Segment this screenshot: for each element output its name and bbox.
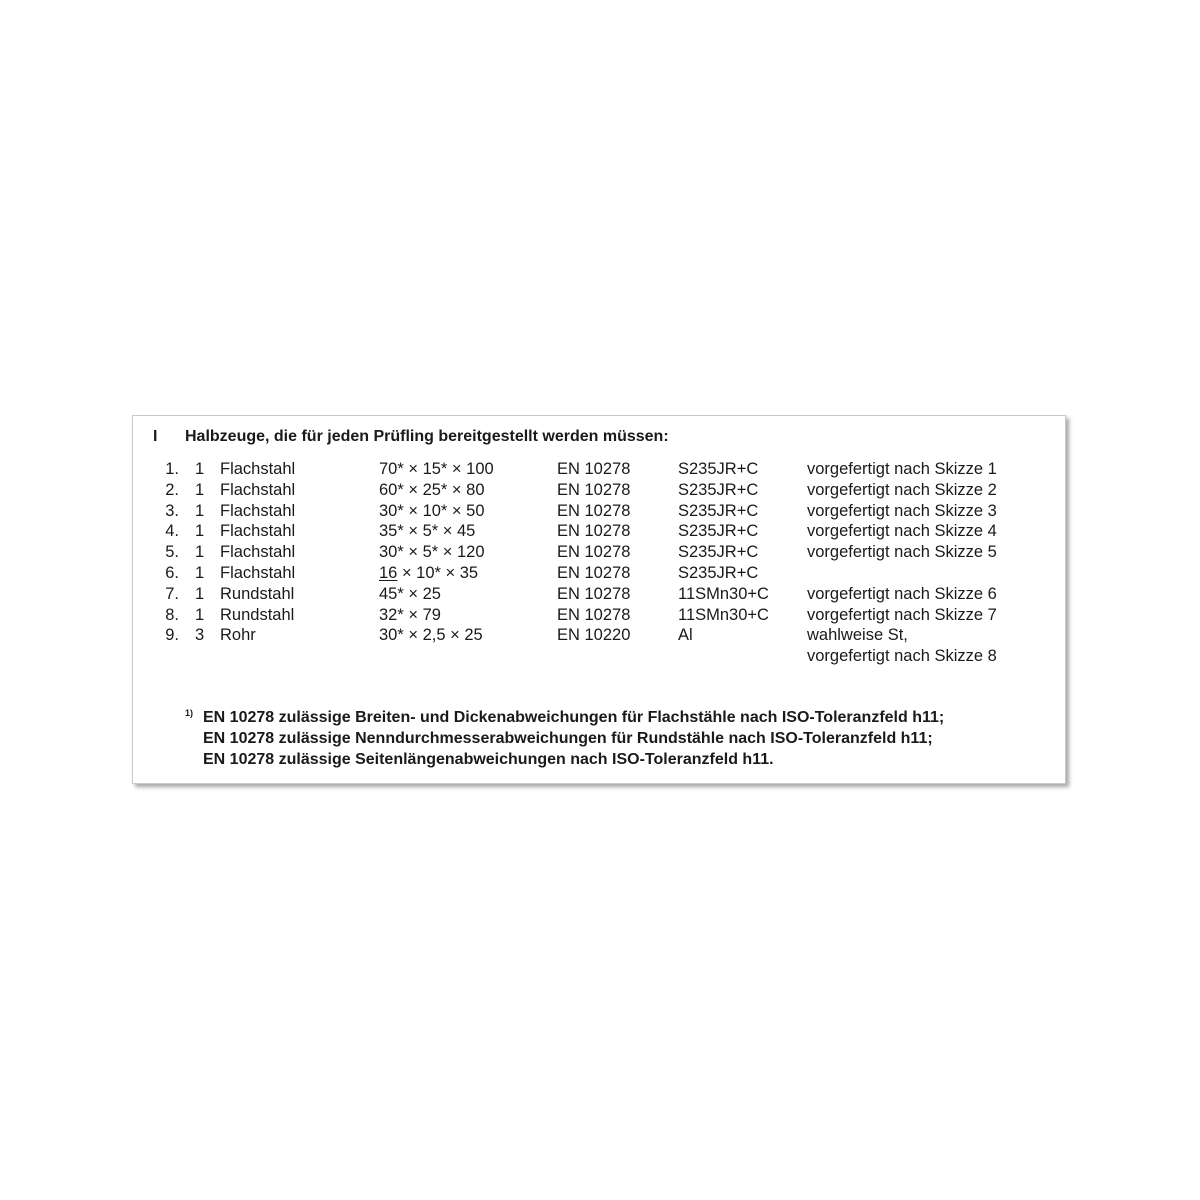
item-dimensions: 45* × 25 [379, 584, 441, 603]
section-title: Halbzeuge, die für jeden Prüfling bereitgestellt werden müssen: [185, 428, 669, 445]
item-material: 11SMn30+C [678, 584, 769, 603]
item-quantity: 1 [195, 480, 205, 499]
item-standard: EN 10278 [557, 563, 631, 582]
footnote-line: EN 10278 zulässige Breiten- und Dickenabweichungen für Flachstähle nach ISO-Toleranzfeld h11; [203, 709, 945, 726]
item-standard: EN 10278 [557, 501, 631, 520]
item-material: S235JR+C [678, 522, 759, 541]
list-item [133, 459, 1065, 480]
section-roman-numeral: I [153, 428, 158, 445]
list-item [133, 625, 1065, 646]
item-quantity: 3 [195, 626, 205, 645]
item-dimensions: 32* × 79 [379, 605, 441, 624]
item-standard: EN 10220 [557, 626, 631, 645]
item-quantity: 1 [195, 460, 205, 478]
item-note: vorgefertigt nach Skizze 7 [807, 605, 997, 624]
materials-list [133, 459, 1065, 667]
item-number: 3. [165, 501, 179, 520]
item-dimensions: 30* × 5* × 120 [379, 543, 485, 562]
item-name: Flachstahl [220, 501, 296, 520]
list-item [133, 542, 1065, 563]
item-number: 5. [165, 543, 179, 562]
item-note: vorgefertigt nach Skizze 3 [807, 501, 997, 520]
item-note: wahlweise St, [807, 626, 908, 645]
item-dimensions: 70* × 15* × 100 [379, 460, 494, 478]
materials-card [132, 415, 1066, 784]
list-item [133, 521, 1065, 542]
item-material: 11SMn30+C [678, 605, 769, 624]
footnote-line: EN 10278 zulässige Seitenlängenabweichungen nach ISO-Toleranzfeld h11. [203, 751, 774, 768]
item-material: S235JR+C [678, 501, 759, 520]
item-note: vorgefertigt nach Skizze 5 [807, 543, 997, 562]
footnote [185, 707, 944, 770]
item-quantity: 1 [195, 563, 205, 582]
item-material: Al [678, 626, 693, 645]
item-dimensions: 60* × 25* × 80 [379, 480, 485, 499]
item-standard: EN 10278 [557, 480, 631, 499]
item-name: Flachstahl [220, 460, 296, 478]
item-number: 2. [165, 480, 179, 499]
item-number: 7. [165, 584, 179, 603]
item-number: 8. [165, 605, 179, 624]
item-number: 4. [165, 522, 179, 541]
item-name: Rundstahl [220, 584, 295, 603]
item-name: Flachstahl [220, 480, 296, 499]
item-quantity: 1 [195, 605, 205, 624]
item-material: S235JR+C [678, 460, 759, 478]
item-number: 6. [165, 563, 179, 582]
list-item [133, 605, 1065, 626]
item-dimensions: 30* × 2,5 × 25 [379, 626, 483, 645]
list-item [133, 584, 1065, 605]
item-dimension-underlined: 16 [379, 563, 398, 582]
item-quantity: 1 [195, 543, 205, 562]
item-number: 1. [165, 460, 179, 478]
item-number: 9. [165, 626, 179, 645]
list-item [133, 563, 1065, 584]
item-name: Flachstahl [220, 543, 296, 562]
item-standard: EN 10278 [557, 460, 631, 478]
list-item-continuation [133, 646, 1065, 667]
item-name: Flachstahl [220, 522, 296, 541]
item-quantity: 1 [195, 522, 205, 541]
item-dimensions: 35* × 5* × 45 [379, 522, 476, 541]
list-item [133, 501, 1065, 522]
item-name: Rohr [220, 626, 256, 645]
item-name: Flachstahl [220, 563, 296, 582]
item-note: vorgefertigt nach Skizze 1 [807, 460, 997, 478]
item-name: Rundstahl [220, 605, 295, 624]
item-standard: EN 10278 [557, 584, 631, 603]
item-standard: EN 10278 [557, 543, 631, 562]
item-standard: EN 10278 [557, 522, 631, 541]
footnote-marker: 1) [185, 708, 194, 718]
item-quantity: 1 [195, 501, 205, 520]
item-note: vorgefertigt nach Skizze 2 [807, 480, 997, 499]
item-material: S235JR+C [678, 563, 759, 582]
item-note: vorgefertigt nach Skizze 6 [807, 584, 997, 603]
footnote-line: EN 10278 zulässige Nenndurchmesserabweichungen für Rundstähle nach ISO-Toleranzfeld h11; [203, 730, 933, 747]
item-material: S235JR+C [678, 480, 759, 499]
section-heading [153, 428, 669, 446]
item-material: S235JR+C [678, 543, 759, 562]
item-dimensions [379, 563, 478, 584]
item-dimension-rest: × 10* × 35 [397, 563, 479, 582]
item-note: vorgefertigt nach Skizze 4 [807, 522, 997, 541]
item-note-continuation: vorgefertigt nach Skizze 8 [807, 647, 997, 666]
list-item [133, 480, 1065, 501]
item-quantity: 1 [195, 584, 205, 603]
item-dimensions: 30* × 10* × 50 [379, 501, 485, 520]
item-standard: EN 10278 [557, 605, 631, 624]
